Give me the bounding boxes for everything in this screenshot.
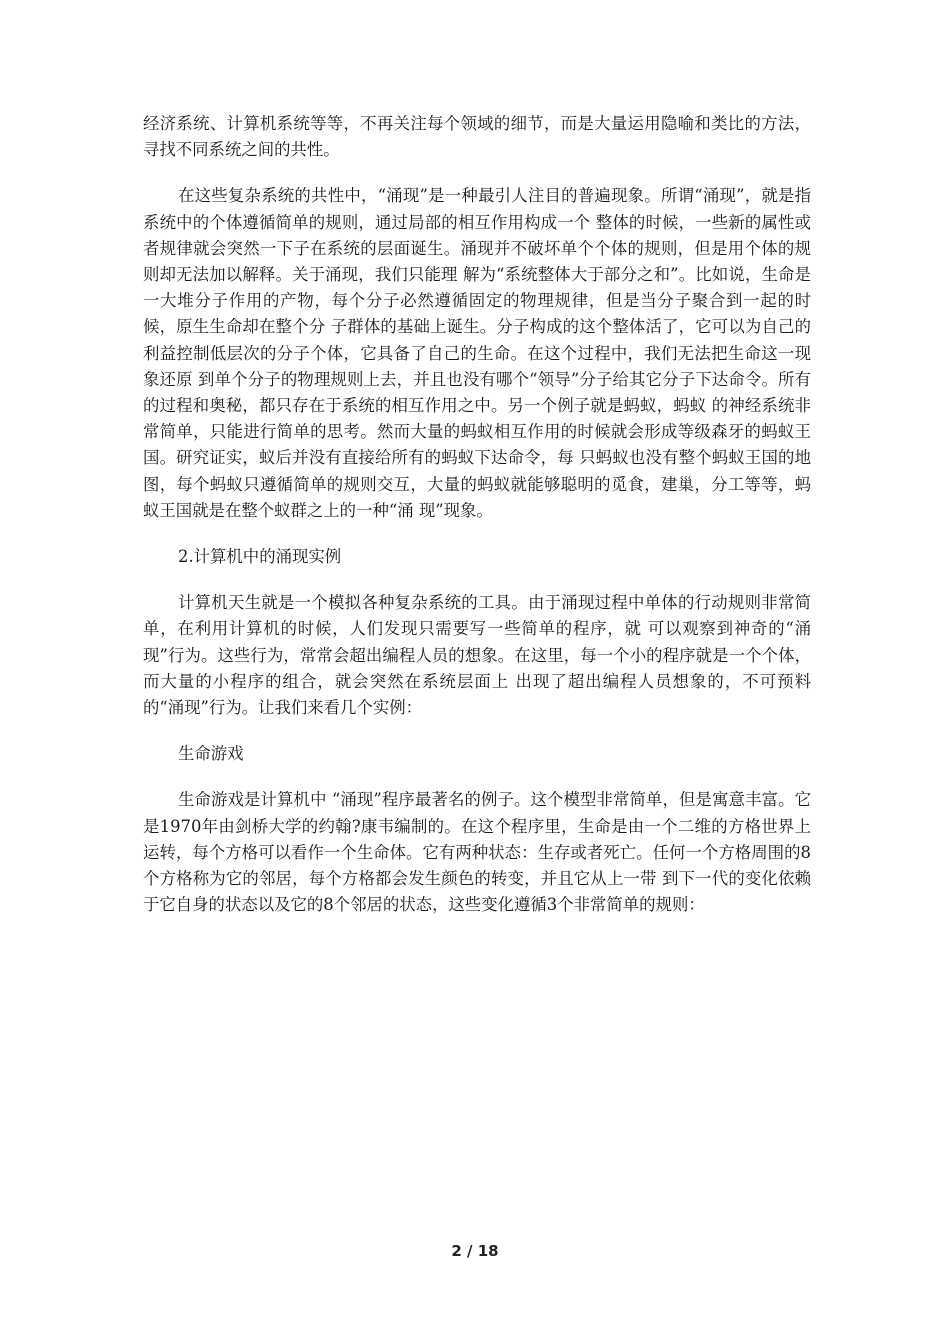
- paragraph-game-of-life: 生命游戏是计算机中 “涌现”程序最著名的例子。这个模型非常简单，但是寓意丰富。它是1970年由剑桥大学的约翰?康韦编制的。在这个程序里，生命是由一个二维的方格世界上 运转，每个方格可以看作一个生命体。它有两种状态：生存或者死亡。任何一个方格周围的8个方格称为它的邻居，每个方格都会发生颜色的转变，并且它从上一带 到下一代的变化依赖于它自身的状态以及它的8个邻居的状态，这些变化遵循3个非常简单的规则：: [143, 790, 811, 915]
- document-body: [143, 111, 811, 918]
- paragraph-computer-simulation: 计算机天生就是一个模拟各种复杂系统的工具。由于涌现过程中单体的行动规则非常简单，在利用计算机的时候，人们发现只需要写一些简单的程序，就 可以观察到神奇的“涌现”行为。这些行为，常常会超出编程人员的想象。在这里，每一个小的程序就是一个个体，而大量的小程序的组合，就会突然在系统层面上 出现了超出编程人员想象的，不可预料的“涌现”行为。让我们来看几个实例：: [143, 593, 811, 718]
- section-heading-game-of-life: 生命游戏: [178, 744, 244, 764]
- section-heading-computer-emergence: 2.计算机中的涌现实例: [178, 547, 342, 567]
- spacer: [143, 767, 811, 787]
- spacer: [143, 721, 811, 741]
- spacer: [143, 570, 811, 590]
- spacer: [143, 524, 811, 544]
- spacer: [143, 163, 811, 183]
- page-number: 2 / 18: [451, 1242, 499, 1260]
- paragraph-intro: 经济系统、计算机系统等等，不再关注每个领域的细节，而是大量运用隐喻和类比的方法，寻找不同系统之间的共性。: [143, 114, 811, 160]
- paragraph-emergence: 在这些复杂系统的共性中，“涌现”是一种最引人注目的普遍现象。所谓“涌现”，就是指系统中的个体遵循简单的规则，通过局部的相互作用构成一个 整体的时候，一些新的属性或者规律就会突然一下子在系统的层面诞生。涌现并不破坏单个个体的规则，但是用个体的规则却无法加以解释。关于涌现，我们只能理 解为“系统整体大于部分之和”。比如说，生命是一大堆分子作用的产物，每个分子必然遵循固定的物理规律，但是当分子聚合到一起的时候，原生生命却在整个分 子群体的基础上诞生。分子构成的这个整体活了，它可以为自己的利益控制低层次的分子个体，它具备了自己的生命。在这个过程中，我们无法把生命这一现象还原 到单个分子的物理规则上去，并且也没有哪个“领导”分子给其它分子下达命令。所有的过程和奥秘，都只存在于系统的相互作用之中。另一个例子就是蚂蚁，蚂蚁 的神经系统非常简单，只能进行简单的思考。然而大量的蚂蚁相互作用的时候就会形成等级森牙的蚂蚁王国。研究证实，蚁后并没有直接给所有的蚂蚁下达命令，每 只蚂蚁也没有整个蚂蚁王国的地图，每个蚂蚁只遵循简单的规则交互，大量的蚂蚁就能够聪明的觅食，建巢，分工等等，蚂蚁王国就是在整个蚁群之上的一种“涌 现”现象。: [143, 186, 811, 520]
